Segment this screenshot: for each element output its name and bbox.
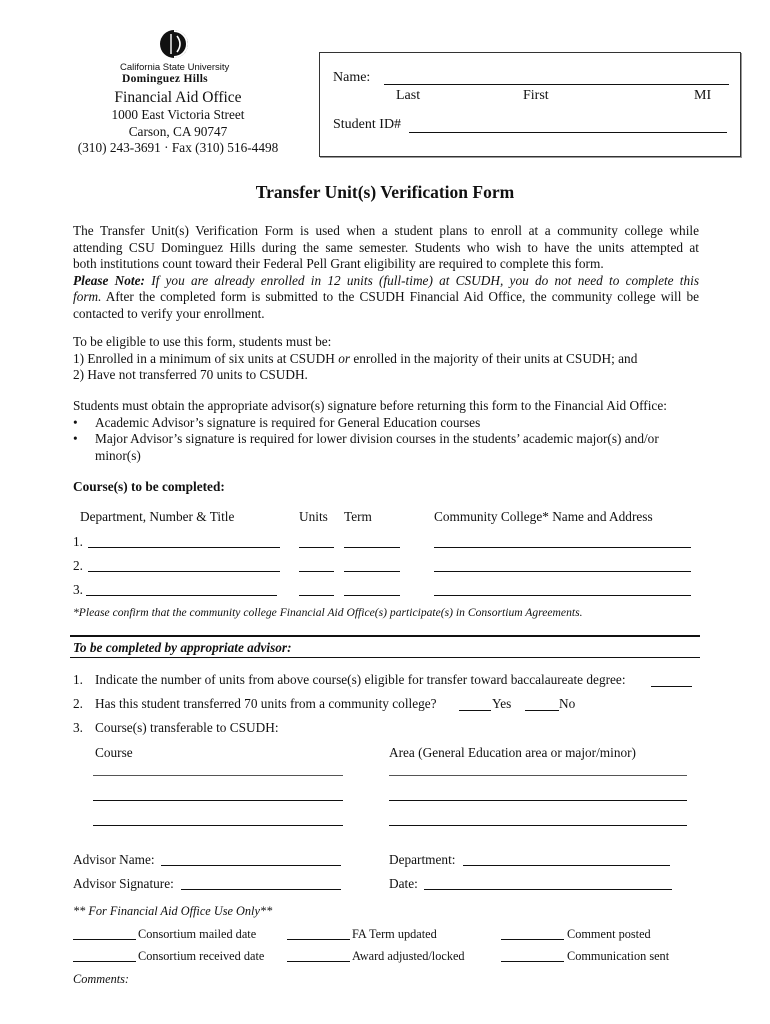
course-1-dept-input[interactable] (88, 547, 280, 548)
communication-sent-input[interactable] (501, 961, 564, 962)
note-line (73, 273, 699, 290)
course-1-term-input[interactable] (344, 547, 400, 548)
date-label: Date: (389, 876, 418, 891)
course-2-dept-input[interactable] (88, 571, 280, 572)
fa-term-updated-label: FA Term updated (352, 927, 437, 941)
col-course-header: Course (95, 745, 133, 760)
logo-csu-text: California State University (120, 62, 230, 73)
note-line: contacted to verify your enrollment. (73, 305, 265, 321)
advisor-heading: To be completed by appropriate advisor: (73, 640, 292, 655)
university-logo (118, 28, 230, 86)
signature-bullet (73, 431, 699, 448)
col-cc-header: Community College* Name and Address (434, 509, 653, 524)
course-2-units-input[interactable] (299, 571, 334, 572)
award-adjusted-input[interactable] (287, 961, 350, 962)
q2-text: Has this student transferred 70 units from a community college? (95, 696, 437, 711)
course-3-college-input[interactable] (434, 595, 691, 596)
intro-paragraph (73, 223, 699, 323)
col-area-header: Area (General Education area or major/minor) (389, 745, 636, 760)
course-2-college-input[interactable] (434, 571, 691, 572)
office-use-heading: ** For Financial Aid Office Use Only** (73, 904, 273, 918)
transfer-course-1-input[interactable] (93, 775, 343, 776)
csudh-emblem-icon (159, 28, 189, 60)
q2-yes-input[interactable] (459, 710, 491, 711)
advisor-signature-label: Advisor Signature: (73, 876, 174, 891)
comments-label: Comments: (73, 972, 130, 986)
course-3-term-input[interactable] (344, 595, 400, 596)
middle-initial-caption: MI (694, 88, 712, 103)
q2-number: 2. (73, 696, 83, 711)
course-1-units-input[interactable] (299, 547, 334, 548)
award-adjusted-label: Award adjusted/locked (352, 949, 465, 963)
department-input[interactable] (463, 865, 670, 866)
intro-line: both institutions count toward their Federal Pell Grant eligibility are required to complete this form. (73, 256, 604, 272)
consortium-mailed-input[interactable] (73, 939, 136, 940)
eligibility-item-1 (73, 351, 699, 368)
signature-requirements (73, 398, 699, 464)
date-input[interactable] (424, 889, 672, 890)
q1-units-input[interactable] (651, 686, 692, 687)
courses-heading: Course(s) to be completed: (73, 479, 225, 494)
col-units-header: Units (299, 509, 328, 524)
transfer-course-2-input[interactable] (93, 800, 343, 801)
col-term-header: Term (344, 509, 372, 524)
signature-bullet (73, 415, 699, 432)
office-block (60, 88, 296, 157)
student-info-box (319, 52, 741, 157)
course-1-college-input[interactable] (434, 547, 691, 548)
office-address-line1: 1000 East Victoria Street (111, 107, 245, 122)
office-address-line2: Carson, CA 90747 (128, 123, 228, 139)
advisor-name-input[interactable] (161, 865, 341, 866)
bullet-icon: • (73, 431, 78, 447)
q3-number: 3. (73, 720, 83, 735)
bullet-text: Major Advisor’s signature is required for lower division courses in the students’ academic major(s) and/or (95, 431, 659, 447)
course-row-2-number: 2. (73, 558, 83, 573)
eligibility-section (73, 334, 699, 384)
comment-posted-label: Comment posted (567, 927, 651, 941)
student-id-input[interactable] (409, 132, 727, 133)
q1-number: 1. (73, 672, 83, 687)
q3-text: Course(s) transferable to CSUDH: (95, 720, 279, 735)
name-label: Name: (333, 70, 371, 85)
department-label: Department: (389, 852, 456, 867)
signature-lead: Students must obtain the appropriate advisor(s) signature before returning this form to the Financial Aid Office: (73, 398, 667, 413)
eligibility-item-text: enrolled in the majority of their units at CSUDH; and (353, 350, 638, 366)
note-text: If you are already enrolled in 12 units (full-time) at CSUDH, you do not need to complete this (151, 272, 700, 288)
col-dept-header: Department, Number & Title (80, 509, 235, 524)
communication-sent-label: Communication sent (567, 949, 670, 963)
course-3-dept-input[interactable] (86, 595, 277, 596)
form-title: Transfer Unit(s) Verification Form (255, 182, 515, 202)
logo-dh-text: Dominguez Hills (122, 73, 208, 85)
consortium-footnote: *Please confirm that the community college Financial Aid Office(s) participate(s) in Consortium Agreements. (73, 606, 583, 619)
eligibility-lead: To be eligible to use this form, students must be: (73, 334, 332, 349)
q2-no-input[interactable] (525, 710, 559, 711)
office-name: Financial Aid Office (114, 89, 242, 106)
signature-bullet-cont: minor(s) (95, 447, 141, 463)
note-label: Please Note: (73, 272, 145, 288)
consortium-mailed-label: Consortium mailed date (138, 927, 257, 941)
transfer-area-2-input[interactable] (389, 800, 687, 801)
bullet-icon: • (73, 414, 78, 430)
advisor-name-label: Advisor Name: (73, 852, 155, 867)
consortium-received-input[interactable] (73, 961, 136, 962)
course-3-units-input[interactable] (299, 595, 334, 596)
advisor-section-divider (70, 635, 700, 637)
student-id-label: Student ID# (333, 117, 402, 132)
intro-line: attending CSU Dominguez Hills during the same semester. Students who wish to have the units attempted at (73, 239, 699, 255)
intro-line: The Transfer Unit(s) Verification Form is used when a student plans to enroll at a community college while (73, 223, 699, 238)
q2-no-label: No (559, 696, 576, 711)
eligibility-item-text: 1) Enrolled in a minimum of six units at CSUDH (73, 350, 335, 366)
transfer-course-3-input[interactable] (93, 825, 343, 826)
consortium-received-label: Consortium received date (138, 949, 265, 963)
transfer-area-1-input[interactable] (389, 775, 687, 776)
q2-yes-label: Yes (492, 696, 512, 711)
note-text: form. (73, 289, 102, 305)
fa-term-updated-input[interactable] (287, 939, 350, 940)
course-row-1-number: 1. (73, 534, 83, 549)
note-line (73, 289, 699, 306)
q1-text: Indicate the number of units from above course(s) eligible for transfer toward baccalaureate degree: (95, 672, 626, 687)
note-text: After the completed form is submitted to the CSUDH Financial Aid Office, the community college will be (105, 289, 699, 305)
transfer-area-3-input[interactable] (389, 825, 687, 826)
last-name-caption: Last (396, 88, 421, 103)
advisor-heading-underline (70, 657, 700, 658)
eligibility-or: or (338, 350, 351, 366)
advisor-signature-input[interactable] (181, 889, 341, 890)
course-2-term-input[interactable] (344, 571, 400, 572)
first-name-caption: First (523, 88, 549, 103)
bullet-text: Academic Advisor’s signature is required for General Education courses (95, 414, 481, 430)
eligibility-item-2: 2) Have not transferred 70 units to CSUDH. (73, 367, 308, 383)
office-phone-fax: (310) 243-3691 · Fax (310) 516-4498 (77, 140, 279, 155)
course-row-3-number: 3. (73, 582, 83, 597)
name-input[interactable] (384, 84, 729, 85)
comment-posted-input[interactable] (501, 939, 564, 940)
